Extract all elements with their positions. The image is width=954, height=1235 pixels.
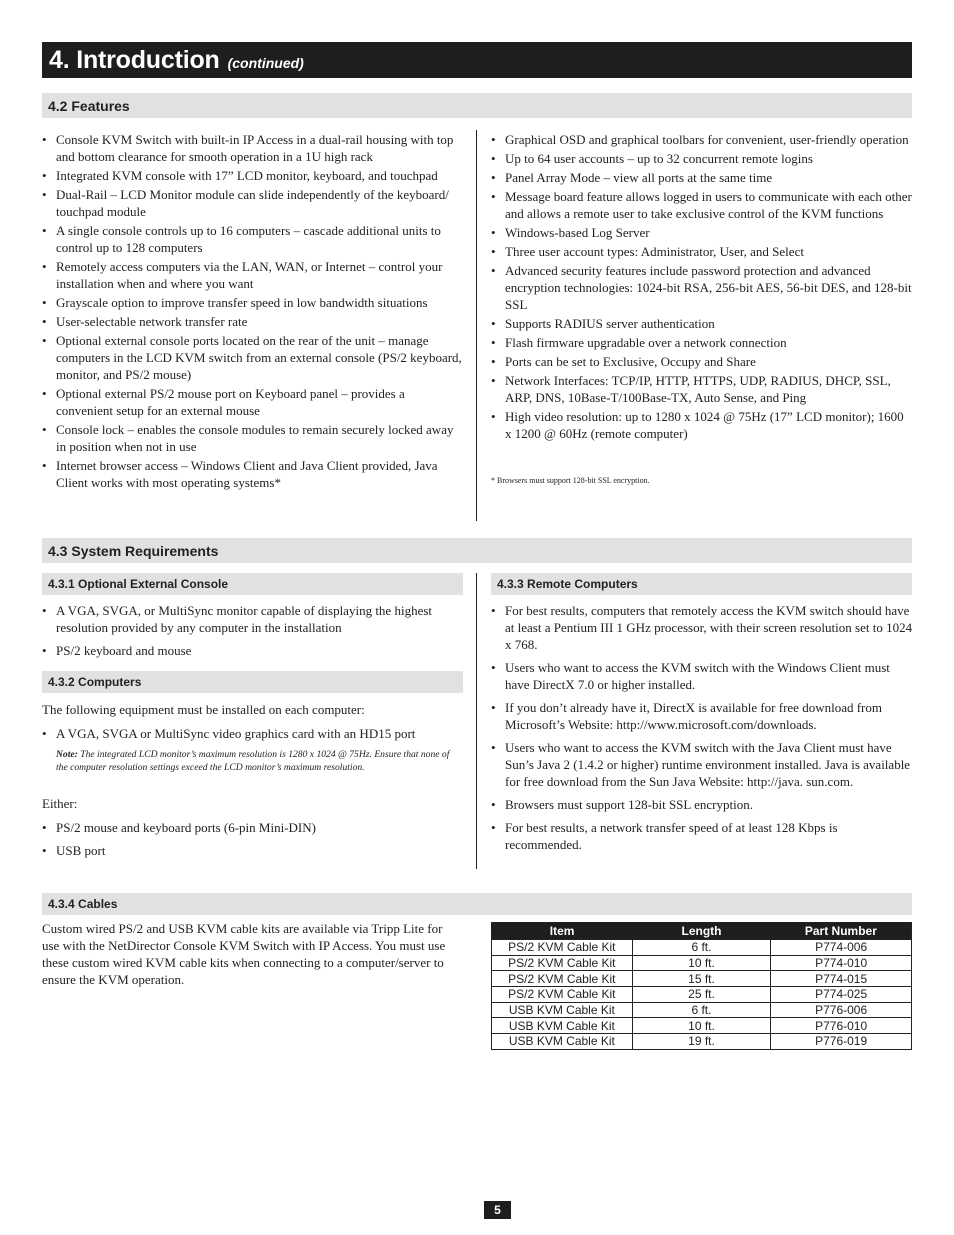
table-row (492, 1002, 912, 1018)
table-cell: PS/2 KVM Cable Kit (492, 955, 633, 971)
table-cell: USB KVM Cable Kit (492, 1034, 633, 1050)
page-title: 4. Introduction (49, 45, 220, 74)
list-item: • Console KVM Switch with built-in IP Access in a dual-rail housing with top and bottom clearance for smooth operation in a 1U high rack (42, 131, 464, 165)
table-cell: PS/2 KVM Cable Kit (492, 940, 633, 956)
table-cell: P774-025 (771, 987, 912, 1003)
console-heading: 4.3.1 Optional External Console (42, 573, 463, 595)
table-cell: P776-019 (771, 1034, 912, 1050)
table-cell: 10 ft. (632, 955, 771, 971)
page-title-continued: (continued) (227, 55, 304, 71)
list-item: • Grayscale option to improve transfer speed in low bandwidth situations (42, 294, 464, 311)
column-divider-2 (476, 573, 477, 869)
list-item: • Optional external console ports located on the rear of the unit – manage computers in the LCD KVM switch from an external console (PS/2 keyboard, monitor, and PS/2 mouse) (42, 332, 464, 383)
list-item: • Network Interfaces: TCP/IP, HTTP, HTTPS, UDP, RADIUS, DHCP, SSL, ARP, DNS, 10Base-T/100Base-TX, Auto Sense, and Ping (491, 372, 912, 406)
table-cell: USB KVM Cable Kit (492, 1002, 633, 1018)
list-item: • Remotely access computers via the LAN, WAN, or Internet – control your installation when and where you want (42, 258, 464, 292)
table-row (492, 1034, 912, 1050)
list-item: • Ports can be set to Exclusive, Occupy and Share (491, 353, 912, 370)
table-cell: PS/2 KVM Cable Kit (492, 971, 633, 987)
table-cell: P774-010 (771, 955, 912, 971)
table-cell: P774-015 (771, 971, 912, 987)
cables-heading: 4.3.4 Cables (42, 893, 912, 915)
table-cell: 6 ft. (632, 940, 771, 956)
table-cell: P776-010 (771, 1018, 912, 1034)
table-cell: 10 ft. (632, 1018, 771, 1034)
table-cell: PS/2 KVM Cable Kit (492, 987, 633, 1003)
list-item: • A VGA, SVGA or MultiSync video graphics card with an HD15 port (42, 725, 464, 742)
table-cell: USB KVM Cable Kit (492, 1018, 633, 1034)
table-cell: 6 ft. (632, 1002, 771, 1018)
list-item: • Advanced security features include password protection and advanced encryption technologies: 1024-bit RSA, 256-bit AES, 56-bit DES, and 128-bit SSL (491, 262, 912, 313)
list-item: • Console lock – enables the console modules to remain securely locked away in position when not in use (42, 421, 464, 455)
remote-heading: 4.3.3 Remote Computers (491, 573, 912, 595)
remote-list (491, 602, 913, 853)
page-title-bar (42, 42, 912, 78)
list-item: • Supports RADIUS server authentication (491, 315, 912, 332)
list-item: • Up to 64 user accounts – up to 32 concurrent remote logins (491, 150, 912, 167)
list-item: • Browsers must support 128-bit SSL encryption. (491, 796, 913, 813)
list-item: • A VGA, SVGA, or MultiSync monitor capable of displaying the highest resolution provided by any computer in the installation (42, 602, 464, 636)
list-item: • Integrated KVM console with 17” LCD monitor, keyboard, and touchpad (42, 167, 464, 184)
list-item: • Windows-based Log Server (491, 224, 912, 241)
features-left-list (42, 131, 464, 491)
features-footnote: * Browsers must support 128-bit SSL encryption. (491, 476, 650, 485)
cable-table (491, 922, 912, 1050)
sysreq-heading: 4.3 System Requirements (42, 538, 912, 563)
column-divider (476, 130, 477, 521)
table-cell: 19 ft. (632, 1034, 771, 1050)
note-label: Note: (56, 749, 78, 760)
note-text: The integrated LCD monitor’s maximum resolution is 1280 x 1024 @ 75Hz. Ensure that none of the computer resolution settings exceed the LCD monitor’s maximum resolution. (56, 749, 450, 773)
cable-table-header-row (492, 923, 912, 940)
page-number: 5 (484, 1201, 511, 1219)
list-item: • For best results, computers that remotely access the KVM switch should have at least a Pentium III 1 GHz processor, with their screen resolution set to 1024 x 768. (491, 602, 913, 653)
either-list (42, 819, 464, 859)
list-item: • Optional external PS/2 mouse port on Keyboard panel – provides a convenient setup for an external mouse (42, 385, 464, 419)
list-item: • User-selectable network transfer rate (42, 313, 464, 330)
list-item: • Flash firmware upgradable over a network connection (491, 334, 912, 351)
computers-intro: The following equipment must be installed on each computer: (42, 702, 365, 717)
list-item: • For best results, a network transfer speed of at least 128 Kbps is recommended. (491, 819, 913, 853)
list-item: • Internet browser access – Windows Client and Java Client provided, Java Client works with most operating systems* (42, 457, 464, 491)
console-list (42, 602, 464, 659)
table-row (492, 1018, 912, 1034)
either-label: Either: (42, 796, 78, 811)
list-item: • Panel Array Mode – view all ports at the same time (491, 169, 912, 186)
computers-note (56, 748, 456, 774)
list-item: • Dual-Rail – LCD Monitor module can slide independently of the keyboard/ touchpad module (42, 186, 464, 220)
header-item: Item (492, 923, 633, 940)
table-cell: P774-006 (771, 940, 912, 956)
list-item: • If you don’t already have it, DirectX is available for free download from Microsoft’s Website: http://www.microsoft.com/downloads. (491, 699, 913, 733)
list-item: • PS/2 keyboard and mouse (42, 642, 464, 659)
cables-text: Custom wired PS/2 and USB KVM cable kits are available via Tripp Lite for use with the NetDirector Console KVM Switch with IP Access. You must use these custom wired KVM cable kits when connecting to a computer/server to ensure the KVM operation. (42, 921, 446, 987)
table-cell: P776-006 (771, 1002, 912, 1018)
list-item: • USB port (42, 842, 464, 859)
list-item: • A single console controls up to 16 computers – cascade additional units to control up to 128 computers (42, 222, 464, 256)
table-row (492, 971, 912, 987)
list-item: • Graphical OSD and graphical toolbars for convenient, user-friendly operation (491, 131, 912, 148)
table-row (492, 987, 912, 1003)
features-right-list (491, 131, 912, 442)
table-cell: 15 ft. (632, 971, 771, 987)
computers-list (42, 725, 464, 742)
table-row (492, 955, 912, 971)
table-cell: 25 ft. (632, 987, 771, 1003)
header-part-number: Part Number (771, 923, 912, 940)
header-length: Length (632, 923, 771, 940)
list-item: • Three user account types: Administrator, User, and Select (491, 243, 912, 260)
computers-heading: 4.3.2 Computers (42, 671, 463, 693)
list-item: • High video resolution: up to 1280 x 1024 @ 75Hz (17” LCD monitor); 1600 x 1200 @ 60Hz (remote computer) (491, 408, 912, 442)
table-row (492, 940, 912, 956)
list-item: • PS/2 mouse and keyboard ports (6-pin Mini-DIN) (42, 819, 464, 836)
features-heading: 4.2 Features (42, 93, 912, 118)
list-item: • Users who want to access the KVM switch with the Java Client must have Sun’s Java 2 (1.4.2 or higher) runtime environment installed. Java is available for free download from the Sun Java Website: http://java. sun.com. (491, 739, 913, 790)
list-item: • Message board feature allows logged in users to communicate with each other and allows a remote user to take exclusive control of the KVM functions (491, 188, 912, 222)
list-item: • Users who want to access the KVM switch with the Windows Client must have DirectX 7.0 or higher installed. (491, 659, 913, 693)
